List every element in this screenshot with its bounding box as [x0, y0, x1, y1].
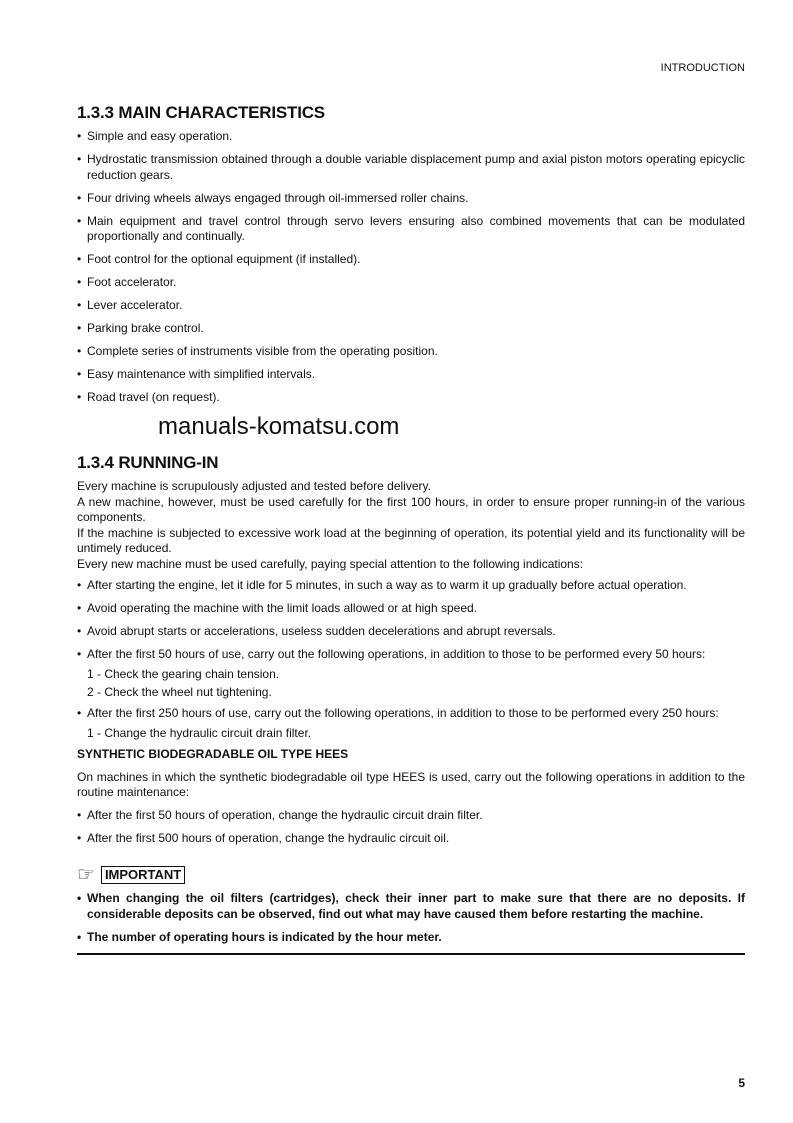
paragraph: Every machine is scrupulously adjusted and tested before delivery. [77, 479, 431, 493]
divider [77, 953, 745, 955]
list-item: • Simple and easy operation. [77, 129, 233, 143]
list-item: • Parking brake control. [77, 321, 204, 335]
list-item: • Foot accelerator. [77, 275, 177, 289]
page-number: 5 [738, 1076, 745, 1090]
sub-item: 2 - Check the wheel nut tightening. [87, 685, 272, 699]
important-item: • When changing the oil filters (cartridges), check their inner part to make sure that there are no deposits. If considerable deposits can be observed, find out what may have caused them before restarting the machine. [77, 891, 745, 921]
list-item: • After the first 50 hours of use, carry out the following operations, in addition to those to be performed every 50 hours: [77, 647, 706, 661]
important-item: • The number of operating hours is indicated by the hour meter. [77, 929, 442, 944]
list-item: • After the first 500 hours of operation, change the hydraulic circuit oil. [77, 830, 450, 845]
list-item: • Lever accelerator. [77, 298, 183, 312]
watermark: manuals-komatsu.com [158, 413, 400, 440]
sub-item: 1 - Change the hydraulic circuit drain filter. [87, 726, 312, 740]
list-item: • Hydrostatic transmission obtained through a double variable displacement pump and axial piston motors operating epicyclic reduction gears. [77, 152, 745, 182]
pointing-hand-icon: ☞ [77, 864, 95, 886]
list-item: • Main equipment and travel control through servo levers ensuring also combined movements that can be modulated proportionally and continually. [77, 213, 745, 243]
sub-item: 1 - Check the gearing chain tension. [87, 667, 280, 681]
running-header: INTRODUCTION [660, 62, 745, 74]
list-item: • Road travel (on request). [77, 390, 220, 404]
paragraph: A new machine, however, must be used carefully for the first 100 hours, in order to ensure proper running-in of the various components. [77, 494, 745, 524]
list-item: • After the first 250 hours of use, carry out the following operations, in addition to those to be performed every 250 hours: [77, 706, 719, 720]
subheading-hees: SYNTHETIC BIODEGRADABLE OIL TYPE HEES [77, 747, 349, 761]
list-item: • Avoid abrupt starts or accelerations, useless sudden decelerations and abrupt reversals. [77, 624, 556, 638]
paragraph: On machines in which the synthetic biodegradable oil type HEES is used, carry out the following operations in addition to the routine maintenance: [77, 769, 745, 799]
list-item: • Avoid operating the machine with the limit loads allowed or at high speed. [77, 601, 478, 615]
paragraph: If the machine is subjected to excessive work load at the beginning of operation, its potential yield and its functionality will be untimely reduced. [77, 525, 745, 555]
section-title-running-in: 1.3.4 RUNNING-IN [77, 453, 219, 472]
important-label: IMPORTANT [101, 866, 185, 884]
list-item: • After the first 50 hours of operation, change the hydraulic circuit drain filter. [77, 807, 483, 822]
section-title-main-characteristics: 1.3.3 MAIN CHARACTERISTICS [77, 103, 325, 122]
list-item: • Foot control for the optional equipment (if installed). [77, 252, 361, 266]
page-content [77, 103, 745, 955]
main-characteristics-list [77, 129, 745, 406]
list-item: • Complete series of instruments visible from the operating position. [77, 344, 438, 358]
paragraph: Every new machine must be used carefully, paying special attention to the following indications: [77, 556, 584, 571]
list-item: • After starting the engine, let it idle for 5 minutes, in such a way as to warm it up gradually before actual operation. [77, 578, 687, 592]
list-item: • Four driving wheels always engaged through oil-immersed roller chains. [77, 190, 469, 205]
list-item: • Easy maintenance with simplified intervals. [77, 367, 316, 381]
important-notice [77, 866, 745, 884]
